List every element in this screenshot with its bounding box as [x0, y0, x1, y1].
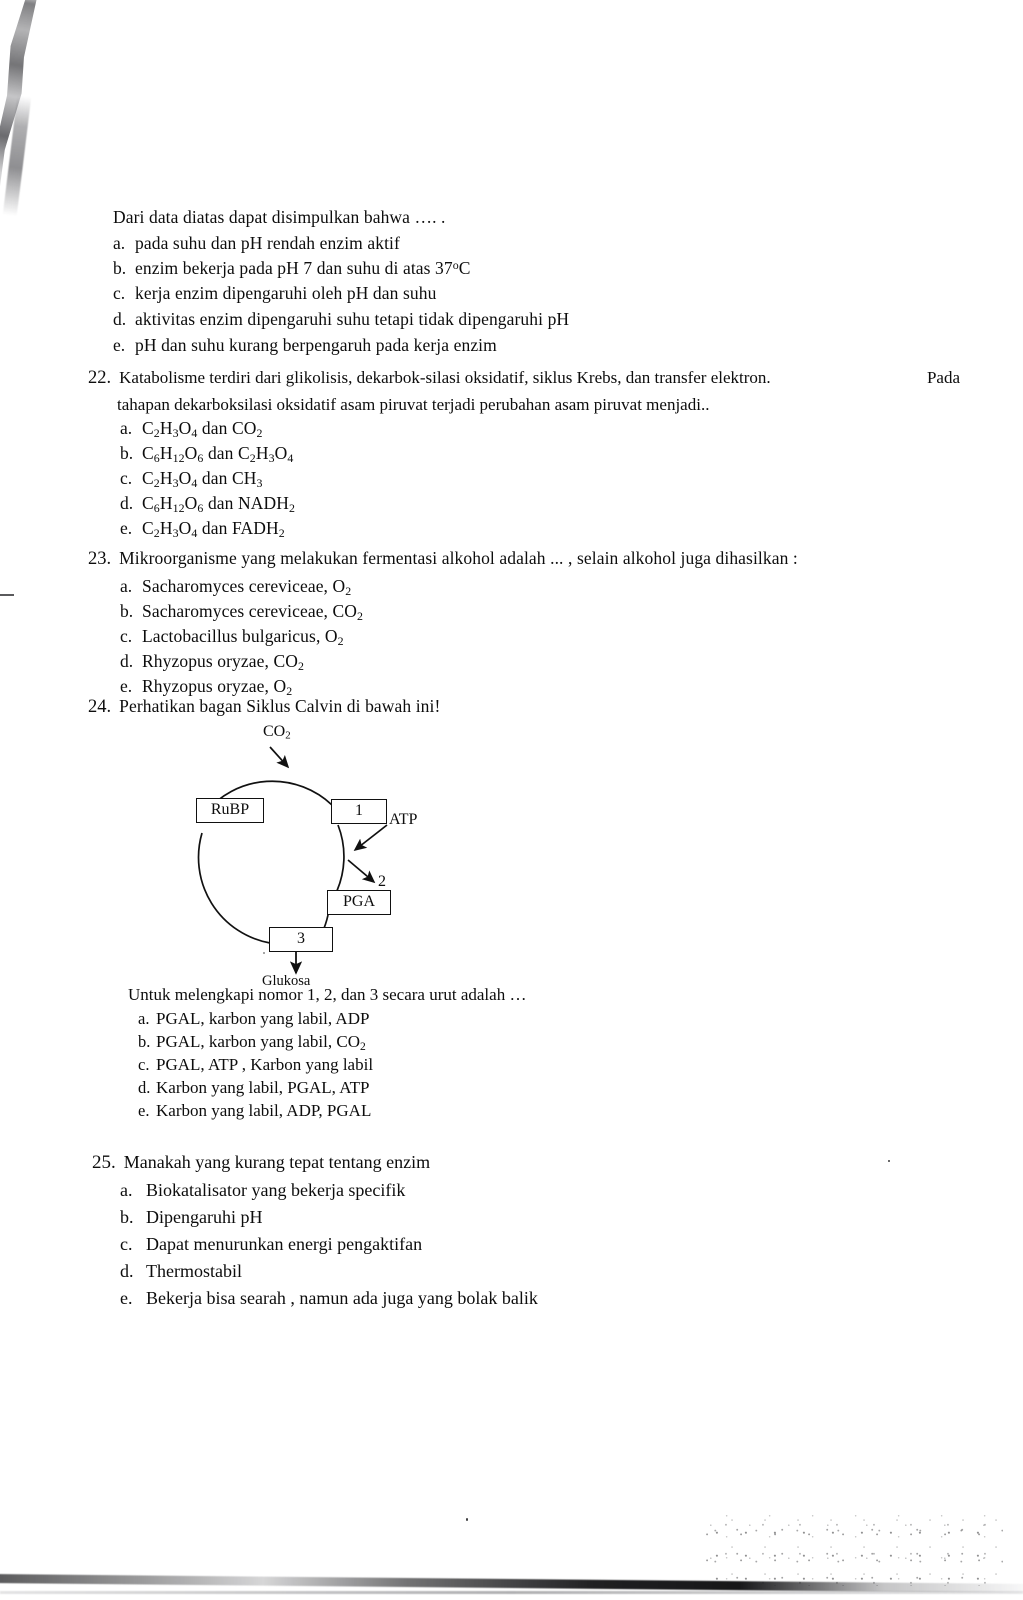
question-22-option-e — [120, 518, 285, 541]
option-text: PGAL, ATP , Karbon yang labil — [156, 1055, 374, 1074]
question-25-option-e — [120, 1288, 538, 1309]
option-letter: d. — [120, 1261, 134, 1281]
question-22-option-d — [120, 493, 295, 516]
calvin-cycle-diagram — [150, 715, 480, 995]
option-letter: c. — [120, 468, 133, 488]
diagram-label-co2: $CO_2$ — [263, 723, 291, 742]
scan-edge-mark-left — [0, 594, 14, 596]
question-stem: Katabolisme terdiri dari glikolisis, dekarbok-silasi oksidatif, siklus Krebs, dan transfer elektron. — [119, 368, 771, 387]
question-25-option-b — [120, 1207, 262, 1228]
intro-option-d — [113, 309, 569, 330]
question-25 — [92, 1152, 430, 1174]
node-label-pga: PGA — [342, 893, 375, 910]
option-text: Karbon yang labil, PGAL, ATP — [156, 1078, 370, 1097]
question-25-option-a — [120, 1180, 405, 1201]
option-text: kerja enzim dipengaruhi oleh pH dan suhu — [135, 283, 437, 303]
question-stem: Mikroorganisme yang melakukan fermentasi alkohol adalah ... , selain alkohol juga dihasilkan : — [119, 548, 798, 568]
option-text: Bekerja bisa searah , namun ada juga yang bolak balik — [146, 1288, 538, 1308]
question-stem: Perhatikan bagan Siklus Calvin di bawah ini! — [119, 696, 441, 716]
intro-option-a — [113, 233, 400, 254]
question-22-option-a — [120, 418, 263, 441]
option-text: $C_2H_3O_4$ dan $FADH_2$ — [142, 518, 285, 540]
question-22-number-and-text — [88, 368, 771, 389]
question-number: 25. — [92, 1152, 116, 1173]
option-letter: e. — [120, 1288, 133, 1308]
node-box-rubp — [196, 798, 264, 823]
question-22-option-b — [120, 443, 293, 466]
option-letter: e. — [120, 676, 133, 696]
option-letter: d. — [120, 493, 134, 513]
scan-dust-speck — [888, 1160, 890, 1162]
option-letter: d. — [113, 309, 127, 329]
intro-option-b — [113, 258, 471, 279]
question-23-option-b — [120, 601, 363, 624]
option-text: $C_6H_{12}O_6$ dan $NADH_2$ — [142, 493, 295, 515]
question-23-option-c — [120, 626, 344, 649]
option-letter: e. — [113, 335, 126, 355]
option-letter: e. — [120, 518, 133, 538]
option-letter: c. — [138, 1055, 150, 1074]
option-text: PGAL, karbon yang labil, $CO_2$ — [156, 1032, 366, 1053]
option-letter: a. — [120, 576, 133, 596]
option-text: PGAL, karbon yang labil, ADP — [156, 1009, 370, 1028]
diagram-label-2: 2 — [378, 873, 386, 890]
intro-stem: Dari data diatas dapat disimpulkan bahwa …. . — [113, 207, 446, 227]
node-box-pga — [327, 890, 391, 915]
option-letter: d. — [120, 651, 134, 671]
option-letter: e. — [138, 1101, 150, 1120]
question-stem: Manakah yang kurang tepat tentang enzim — [123, 1152, 431, 1172]
node-box-1 — [331, 799, 387, 824]
option-letter: b. — [120, 601, 134, 621]
question-number: 24. — [88, 697, 112, 717]
option-text: Sacharomyces cereviceae, $O_2$ — [142, 576, 352, 598]
diagram-label-glukosa: Glukosa — [262, 973, 311, 989]
question-24-option-a — [138, 1009, 369, 1029]
question-23-option-d — [120, 651, 304, 674]
option-letter: b. — [120, 443, 134, 463]
option-text: $C_2H_3O_4$ dan $CO_2$ — [142, 418, 263, 440]
option-text: $C_2H_3O_4$ dan $CH_3$ — [142, 468, 263, 490]
option-text: Thermostabil — [146, 1261, 242, 1281]
question-23 — [88, 548, 798, 570]
question-23-option-a — [120, 576, 351, 599]
intro-option-c — [113, 283, 436, 304]
question-22-option-c — [120, 468, 263, 491]
option-letter: a. — [120, 418, 133, 438]
scan-dust-speck — [466, 1518, 468, 1521]
option-text: aktivitas enzim dipengaruhi suhu tetapi tidak dipengaruhi pH — [135, 309, 570, 329]
co2-input-arrow — [270, 747, 288, 767]
calvin-cycle-svg — [150, 715, 480, 995]
option-letter: b. — [120, 1207, 134, 1227]
option-letter: c. — [120, 626, 133, 646]
question-24-sub-stem: Untuk melengkapi nomor 1, 2, dan 3 secara urut adalah … — [128, 985, 527, 1004]
diagram-label-atp: ATP — [389, 811, 418, 828]
node-label-3: 3 — [297, 930, 305, 947]
option-text: $C_6H_{12}O_6$ dan $C_2H_3O_4$ — [142, 443, 294, 465]
scan-noise-speckle — [703, 1512, 1003, 1586]
option-text: Dipengaruhi pH — [146, 1207, 263, 1227]
option-text: Rhyzopus oryzae, $O_2$ — [142, 676, 293, 698]
option-letter: a. — [120, 1180, 133, 1200]
option-text: pH dan suhu kurang berpengaruh pada kerja enzim — [135, 335, 497, 355]
question-number: 22. — [88, 368, 112, 388]
arc-rubp-to-node3 — [199, 833, 270, 943]
option-letter: a. — [113, 233, 126, 253]
question-24-option-d — [138, 1078, 369, 1098]
option-text: enzim bekerja pada pH 7 dan suhu di atas 37$^o$C — [135, 258, 471, 278]
option-letter: b. — [138, 1032, 151, 1051]
question-24-option-e — [138, 1101, 371, 1121]
option-text: Biokatalisator yang bekerja specifik — [146, 1180, 406, 1200]
question-22-stem-line2: tahapan dekarboksilasi oksidatif asam piruvat terjadi perubahan asam piruvat menjadi.. — [117, 395, 710, 414]
option-letter: c. — [113, 283, 126, 303]
option-text: pada suhu dan pH rendah enzim aktif — [135, 233, 400, 253]
option-letter: b. — [113, 258, 127, 278]
question-24-option-c — [138, 1055, 373, 1075]
option-letter: c. — [120, 1234, 133, 1254]
option-letter: d. — [138, 1078, 151, 1097]
question-24-option-b — [138, 1032, 366, 1053]
option-text: Lactobacillus bulgaricus, $O_2$ — [142, 626, 344, 648]
question-22 — [88, 368, 960, 415]
atp-input-arrow — [355, 825, 387, 850]
arc-node1-to-pga — [335, 825, 344, 895]
node-box-3 — [269, 927, 333, 952]
intro-option-e — [113, 335, 497, 356]
option-letter: a. — [138, 1009, 150, 1028]
question-22-stem-line1 — [88, 368, 960, 389]
node-label-1: 1 — [355, 802, 363, 819]
option-text: Karbon yang labil, ADP, PGAL — [156, 1101, 372, 1120]
side-product-arrow — [348, 860, 374, 882]
question-25-option-c — [120, 1234, 422, 1255]
question-number: 23. — [88, 549, 112, 569]
question-22-stem-tail: Pada — [926, 368, 960, 387]
scan-edge-bottom-soft — [0, 1591, 1023, 1594]
question-25-option-d — [120, 1261, 242, 1282]
option-text: Sacharomyces cereviceae, $CO_2$ — [142, 601, 364, 623]
option-text: Dapat menurunkan energi pengaktifan — [146, 1234, 423, 1254]
node-label-rubp: RuBP — [210, 801, 250, 818]
option-text: Rhyzopus oryzae, $CO_2$ — [142, 651, 305, 673]
